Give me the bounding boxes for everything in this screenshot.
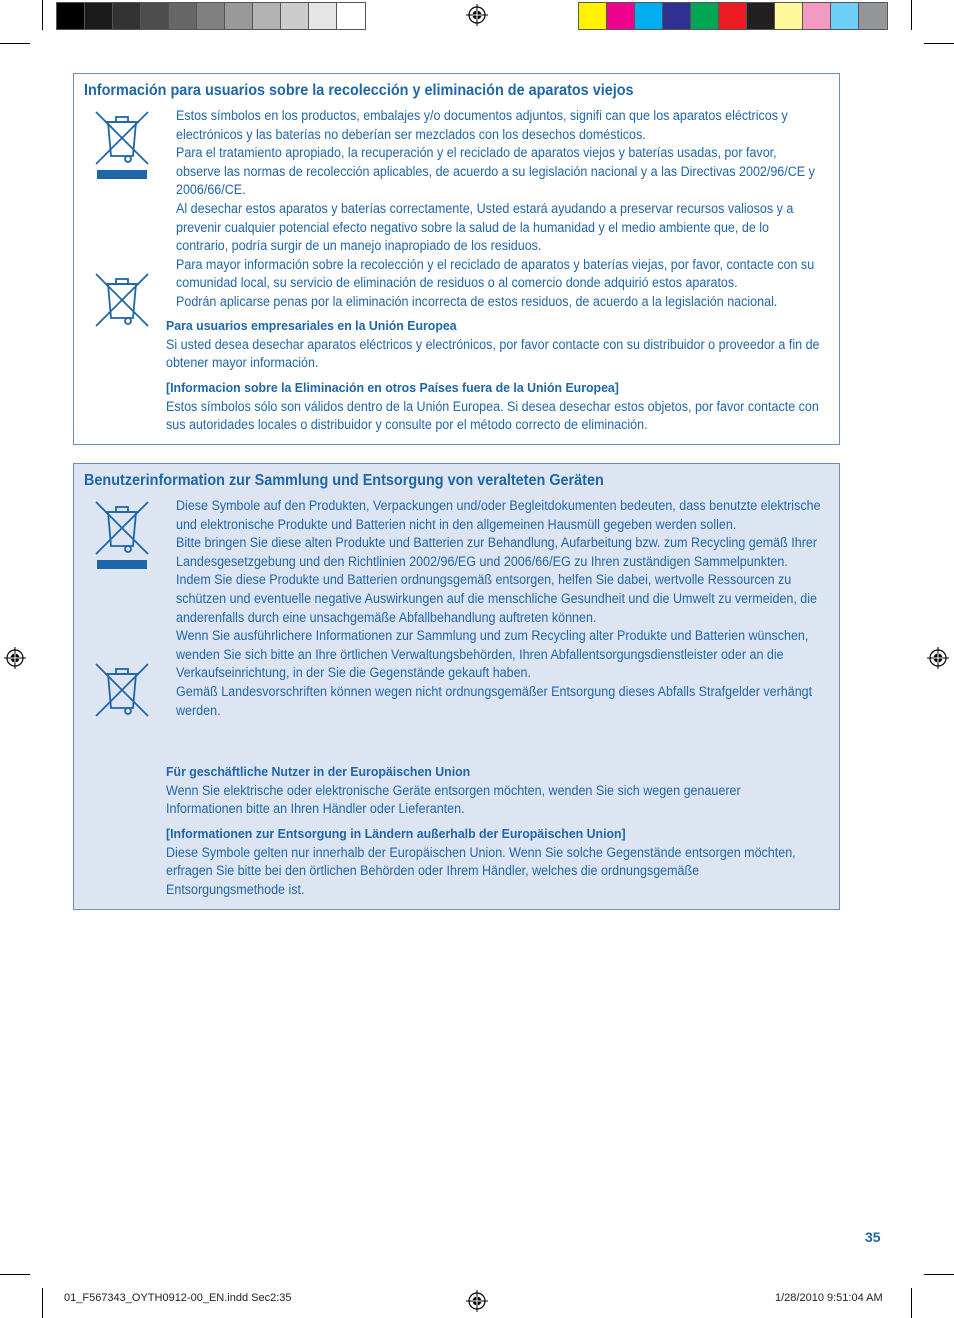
footer-file-info: 01_F567343_OYTH0912-00_EN.indd Sec2:35 <box>64 1292 292 1304</box>
panel-body <box>176 497 821 720</box>
gray-color-bar <box>56 2 366 30</box>
crop-mark <box>911 1288 912 1318</box>
spanish-info-panel <box>73 73 840 445</box>
registration-mark-icon <box>927 647 949 669</box>
footer-timestamp: 1/28/2010 9:51:04 AM <box>775 1292 883 1304</box>
section-heading: [Informacion sobre la Eliminación en otros Países fuera de la Unión Europea] <box>166 380 619 395</box>
registration-mark-icon <box>4 647 26 669</box>
body-paragraph: Indem Sie diese Produkte und Batterien ordnungsgemäß entsorgen, helfen Sie dabei, wertvolle Ressourcen zu schützen und eventuelle negative Auswirkungen auf die menschliche Gesundheit und die Umwelt zu vermeiden, die anderenfalls durch eine unsachgemäße Abfallbehandlung auftreten können. <box>176 572 818 625</box>
body-paragraph: Podrán aplicarse penas por la eliminación incorrecta de estos residuos, de acuerdo a la legislación nacional. <box>176 293 778 309</box>
crop-mark <box>42 1288 43 1318</box>
color-swatch <box>663 3 691 29</box>
panel-title: Información para usuarios sobre la recolección y eliminación de aparatos viejos <box>84 82 634 99</box>
process-color-bar <box>578 2 888 30</box>
section-text: Diese Symbole gelten nur innerhalb der Europäischen Union. Wenn Sie solche Gegenstände entsorgen möchten, erfragen Sie bitte bei den örtlichen Behörden oder Ihrem Händler, welches die ordnungsgemäße Entsorgungsmethode ist. <box>166 844 796 897</box>
crossed-out-wheelie-bin-icon <box>92 498 152 570</box>
body-paragraph: Para mayor información sobre la recolección y el reciclado de aparatos y baterías viejas, por favor, contacte con su comunidad local, su servicio de eliminación de residuos o al comercio donde adquirió estos aparatos. <box>176 256 815 291</box>
crop-mark <box>924 43 954 44</box>
color-swatch <box>113 3 141 29</box>
color-swatch <box>579 3 607 29</box>
color-swatch <box>803 3 831 29</box>
body-paragraph: Al desechar estos aparatos y baterías correctamente, Usted estará ayudando a preservar recursos valiosos y a prevenir cualquier potencial efecto negativo sobre la salud de la humanidad y el medio ambiente que, de lo contrario, podría surgir de un manejo inapropiado de los residuos. <box>176 200 794 254</box>
color-swatch <box>85 3 113 29</box>
business-users-section <box>166 763 821 819</box>
crossed-out-wheelie-bin-icon <box>92 108 152 180</box>
color-swatch <box>281 3 309 29</box>
color-swatch <box>225 3 253 29</box>
business-users-section <box>166 317 821 373</box>
section-heading: Für geschäftliche Nutzer in der Europäischen Union <box>166 764 471 779</box>
color-swatch <box>719 3 747 29</box>
body-paragraph: Gemäß Landesvorschriften können wegen nicht ordnungsgemäßer Entsorgung dieses Abfalls Strafgelder verhängt werden. <box>176 683 813 718</box>
body-paragraph: Estos símbolos en los productos, embalajes y/o documentos adjuntos, signifi can que los aparatos eléctricos y electrónicos y las baterías no deberían ser mezclados con los desechos domésticos. <box>176 108 788 142</box>
crop-mark <box>924 1274 954 1275</box>
body-paragraph: Wenn Sie ausführlichere Informationen zur Sammlung und zum Recycling alter Produkte und Batterien wünschen, wenden Sie sich bitte an Ihre örtlichen Verwaltungsbehörden, Ihren Abfallentsorgungsdienstleister oder an die Verkaufseinrichtung, in der Sie die Gegenstände gekauft haben. <box>176 628 809 681</box>
german-info-panel <box>73 463 840 910</box>
crossed-out-wheelie-bin-icon <box>92 270 152 342</box>
registration-mark-icon <box>466 1290 488 1312</box>
color-swatch <box>831 3 859 29</box>
section-heading: [Informationen zur Entsorgung in Ländern außerhalb der Europäischen Union] <box>166 826 626 841</box>
registration-mark-icon <box>466 4 488 26</box>
body-paragraph: Bitte bringen Sie diese alten Produkte und Batterien zur Behandlung, Aufarbeitung bzw. zum Recycling gemäß Ihrer Landesgesetzgebung und den Richtlinien 2002/96/EG und 2006/66/EG zu Ihren zuständigen Sammelpunkten. <box>176 535 818 569</box>
section-heading: Para usuarios empresariales en la Unión Europea <box>166 318 457 333</box>
color-swatch <box>197 3 225 29</box>
color-swatch <box>859 3 887 29</box>
color-swatch <box>57 3 85 29</box>
section-text: Wenn Sie elektrische oder elektronische Geräte entsorgen möchten, wenden Sie sich wegen genauerer Informationen bitte an Ihren Händler oder Lieferanten. <box>166 782 741 817</box>
body-paragraph: Diese Symbole auf den Produkten, Verpackungen und/oder Begleitdokumenten bedeuten, dass benutzte elektrische und elektronische Produkte und Batterien nicht in den allgemeinen Hausmüll gegeben werden sollen. <box>176 498 821 532</box>
crop-mark <box>0 43 30 44</box>
crop-mark <box>0 1274 30 1275</box>
color-swatch <box>169 3 197 29</box>
color-swatch <box>747 3 775 29</box>
crossed-out-wheelie-bin-icon <box>92 660 152 732</box>
body-paragraph: Para el tratamiento apropiado, la recuperación y el reciclado de aparatos viejos y baterías usadas, por favor, observe las normas de recolección aplicables, de acuerdo a su legislación nacional y a las Directivas 2002/96/CE y 2006/66/CE. <box>176 145 815 198</box>
color-swatch <box>309 3 337 29</box>
color-swatch <box>337 3 365 29</box>
color-swatch <box>775 3 803 29</box>
color-swatch <box>141 3 169 29</box>
color-swatch <box>253 3 281 29</box>
section-text: Estos símbolos sólo son válidos dentro de la Unión Europea. Si desea desechar estos objetos, por favor contacte con sus autoridades locales o distribuidor y consulte por el método correcto de eliminación. <box>166 398 819 433</box>
color-swatch <box>607 3 635 29</box>
page-number: 35 <box>865 1229 881 1245</box>
panel-title: Benutzerinformation zur Sammlung und Entsorgung von veralteten Geräten <box>84 472 604 489</box>
outside-eu-section <box>166 379 821 435</box>
crop-mark <box>42 0 43 30</box>
color-swatch <box>691 3 719 29</box>
outside-eu-section <box>166 825 821 899</box>
panel-body <box>176 107 821 312</box>
section-text: Si usted desea desechar aparatos eléctricos y electrónicos, por favor contacte con su distribuidor o proveedor a fin de obtener mayor información. <box>166 336 820 371</box>
crop-mark <box>911 0 912 30</box>
color-swatch <box>635 3 663 29</box>
